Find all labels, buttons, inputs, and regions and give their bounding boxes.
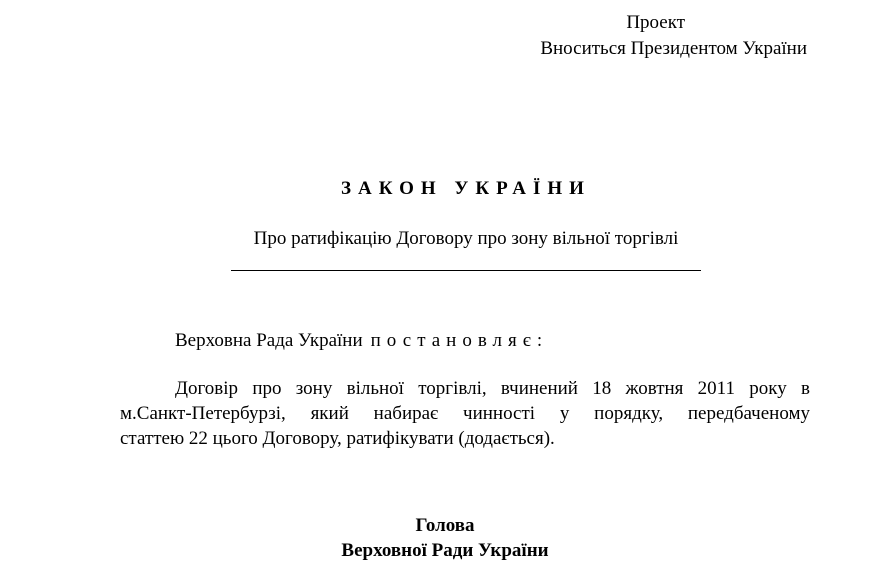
body-line: м.Санкт-Петербурзі, який набирає чинності у порядку, передбаченому — [120, 403, 810, 424]
body-line: статтею 22 цього Договору, ратифікувати (додається). — [120, 428, 555, 449]
project-label: Проект — [626, 12, 685, 33]
submitted-by-label: Вноситься Президентом України — [540, 38, 807, 59]
title-divider — [231, 270, 701, 271]
law-title: ЗАКОН УКРАЇНИ — [341, 178, 591, 199]
preamble-subject: Верховна Рада України — [175, 330, 363, 351]
signature-org: Верховної Ради України — [341, 540, 549, 561]
preamble-verb: постановляє: — [370, 330, 549, 351]
signature-title: Голова — [415, 515, 475, 536]
body-paragraph — [120, 376, 810, 451]
preamble — [175, 330, 548, 352]
body-line: Договір про зону вільної торгівлі, вчинений 18 жовтня 2011 року в — [175, 378, 810, 399]
law-subtitle: Про ратифікацію Договору про зону вільної торгівлі — [253, 228, 679, 249]
